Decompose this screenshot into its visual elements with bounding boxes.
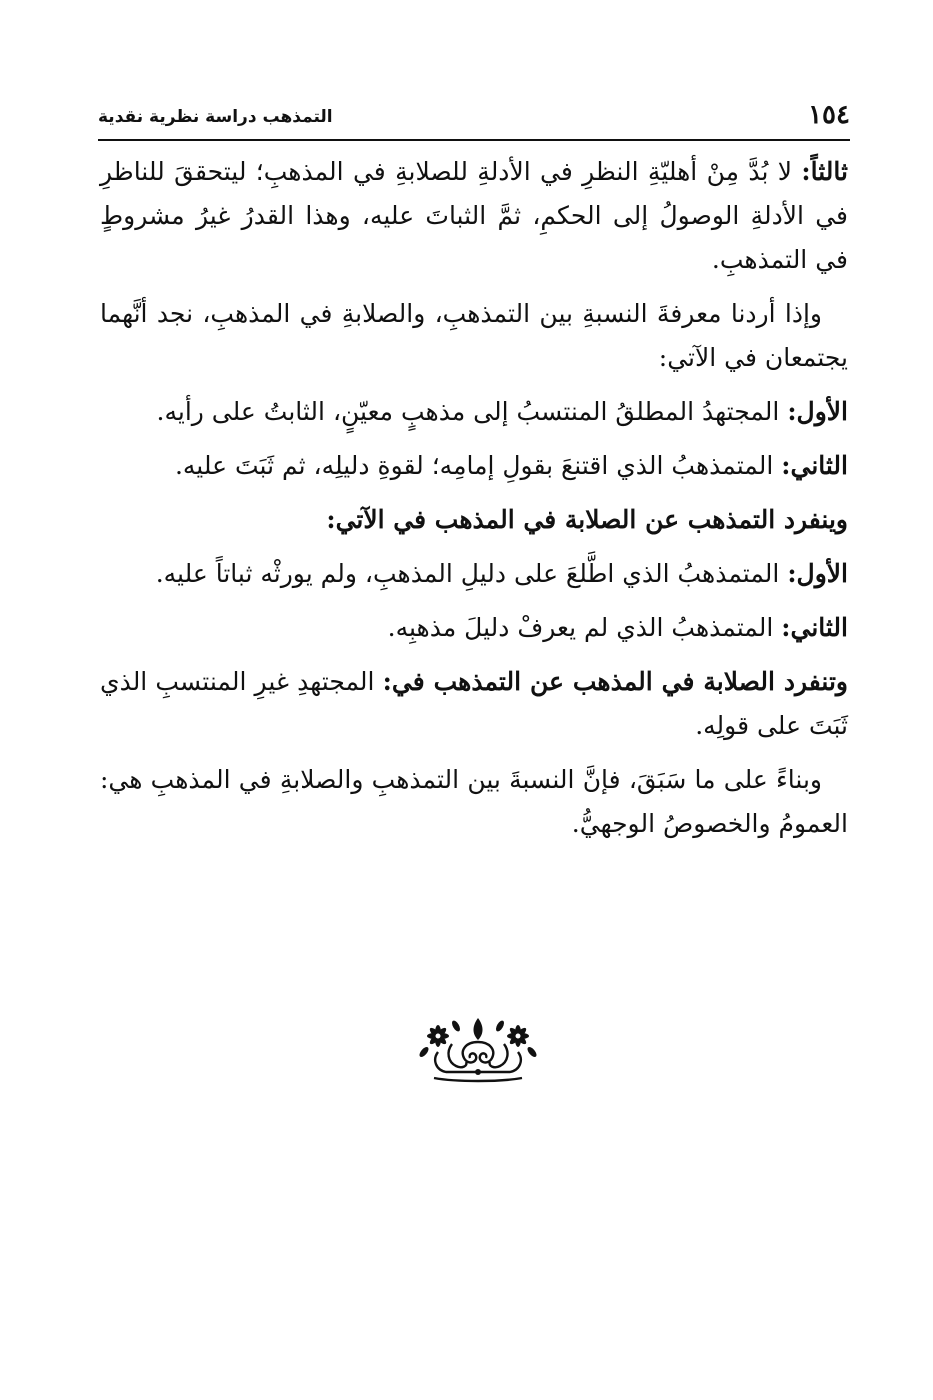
paragraph-tamadhhub-first: [100, 552, 848, 596]
header-rule: [98, 139, 850, 141]
paragraph-tamadhhub-second: [100, 606, 848, 650]
body-text: [100, 150, 848, 856]
paragraph-salaba-only: [100, 660, 848, 748]
paragraph-text: المتمذهبُ الذي اقتنعَ بقولِ إمامِه؛ لقوةِ دليلِه، ثم ثَبَتَ عليه.: [174, 451, 782, 480]
paragraph-lead: الثاني:: [781, 613, 848, 642]
running-title: التمذهب دراسة نظرية نقدية: [98, 107, 333, 127]
paragraph-lead: الأول:: [787, 559, 848, 588]
subheading-tamadhhub-only: وينفرد التمذهب عن الصلابة في المذهب في الآتي:: [326, 505, 848, 534]
paragraph-lead: الثاني:: [781, 451, 848, 480]
paragraph-thirdly: [100, 150, 848, 282]
page-number: ١٥٤: [808, 100, 850, 130]
paragraph-lead: الأول:: [787, 397, 848, 426]
paragraph-text: المجتهدِ غيرِ المنتسبِ الذي ثَبَتَ على قولِه.: [100, 667, 848, 740]
paragraph-text: المجتهدُ المطلقُ المنتسبُ إلى مذهبٍ معيّنٍ، الثابتُ على رأيه.: [156, 397, 788, 426]
paragraph-relation-intro: وإذا أردنا معرفةَ النسبةِ بين التمذهبِ، والصلابةِ في المذهبِ، نجد أنَّهما يجتمعان في الآتي:: [100, 299, 848, 372]
paragraph-lead: ثالثاً:: [801, 157, 848, 186]
floral-ornament-icon: [416, 1012, 540, 1084]
running-header: [98, 100, 850, 136]
paragraph-text: المتمذهبُ الذي لم يعرفْ دليلَ مذهبِه.: [387, 613, 782, 642]
paragraph-conclusion: وبناءً على ما سَبَقَ، فإنَّ النسبةَ بين التمذهبِ والصلابةِ في المذهبِ هي: العمومُ والخصوصُ الوجهيُّ.: [100, 765, 848, 838]
paragraph-text: المتمذهبُ الذي اطَّلعَ على دليلِ المذهبِ، ولم يورثْه ثباتاً عليه.: [155, 559, 788, 588]
paragraph-common-first: [100, 390, 848, 434]
paragraph-common-second: [100, 444, 848, 488]
paragraph-lead: وتنفرد الصلابة في المذهب عن التمذهب في:: [382, 667, 848, 696]
paragraph-text: لا بُدَّ مِنْ أهليّةِ النظرِ في الأدلةِ للصلابةِ في المذهبِ؛ ليتحققَ للناظرِ في الأدلةِ الوصولُ إلى الحكمِ، ثمَّ الثباتَ عليه، وهذا القدرُ غيرُ مشروطٍ في التمذهبِ.: [100, 157, 848, 274]
